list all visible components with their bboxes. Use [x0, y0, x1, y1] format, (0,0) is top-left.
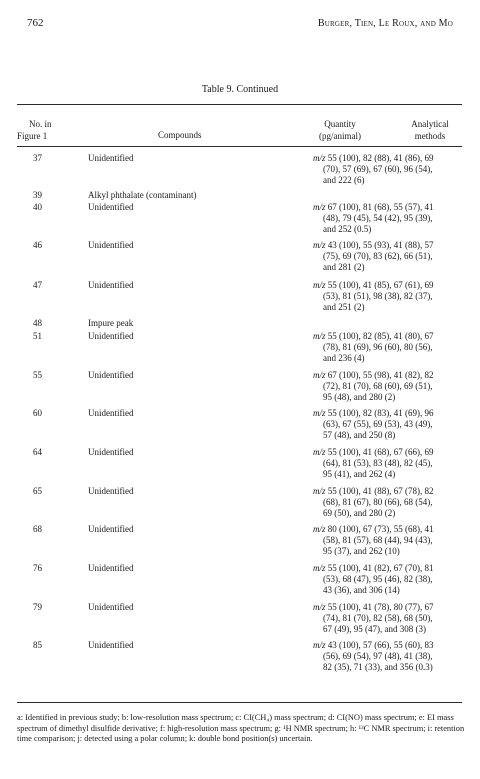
mass-spectrum-line: m/z 80 (100), 67 (73), 55 (68), 41	[313, 524, 434, 534]
mass-spectrum-line: (78), 81 (69), 96 (60), 80 (56),	[323, 342, 433, 352]
row-mass-spectrum	[313, 153, 473, 186]
row-number: 37	[33, 153, 42, 163]
mass-spectrum-line: 57 (48), and 250 (8)	[323, 430, 396, 440]
col-header-compounds: Compounds	[158, 130, 202, 140]
row-compound: Unidentified	[88, 153, 134, 163]
mass-spectrum-line: m/z 55 (100), 82 (83), 41 (69), 96	[313, 408, 434, 418]
row-number: 39	[33, 190, 42, 200]
mass-spectrum-line: (63), 67 (55), 69 (53), 43 (49),	[323, 419, 433, 429]
mass-spectrum-line: and 236 (4)	[323, 353, 365, 363]
row-compound: Unidentified	[88, 331, 134, 341]
row-number: 79	[33, 602, 42, 612]
row-number: 55	[33, 370, 42, 380]
col-header-quantity-line1: Quantity	[324, 119, 356, 129]
mass-spectrum-line: 95 (48), and 280 (2)	[323, 392, 396, 402]
row-number: 76	[33, 563, 42, 573]
mass-spectrum-line: m/z 67 (100), 81 (68), 55 (57), 41	[313, 202, 434, 212]
row-compound: Unidentified	[88, 486, 134, 496]
mass-spectrum-line: m/z 55 (100), 41 (85), 67 (61), 69	[313, 280, 434, 290]
mass-spectrum-line: 95 (37), and 262 (10)	[323, 546, 400, 556]
mass-spectrum-line: and 222 (6)	[323, 175, 365, 185]
row-mass-spectrum	[313, 408, 473, 441]
mass-spectrum-line: 43 (36), and 306 (14)	[323, 585, 400, 595]
row-compound: Unidentified	[88, 563, 134, 573]
running-head: Burger, Tien, Le Roux, and Mo	[317, 18, 453, 29]
mass-spectrum-line: m/z 67 (100), 55 (98), 41 (82), 82	[313, 370, 434, 380]
mass-spectrum-line: m/z 55 (100), 82 (85), 41 (80), 67	[313, 331, 434, 341]
mass-spectrum-line: 69 (50), and 280 (2)	[323, 508, 396, 518]
mass-spectrum-line: and 252 (0.5)	[323, 224, 372, 234]
mass-spectrum-line: (72), 81 (70), 68 (60), 69 (51),	[323, 381, 433, 391]
row-number: 85	[33, 640, 42, 650]
mass-spectrum-line: and 251 (2)	[323, 302, 365, 312]
row-mass-spectrum	[313, 240, 473, 273]
mass-spectrum-line: m/z 55 (100), 41 (82), 67 (70), 81	[313, 563, 434, 573]
footnote: a: Identified in previous study; b: low-resolution mass spectrum; c: CI(CH₄) mass spectrum; d: CI(NO) mass spectrum; e: EI mass spectrum of dimethyl disulfide derivative; f: high-resolution mass spectrum; g: ¹H NMR spectrum; h: ¹³C NMR spectrum; i: retention time comparison; j: detected using a polar column; k: double bond position(s) uncertain.	[17, 713, 465, 744]
mass-spectrum-line: m/z 43 (100), 57 (66), 55 (60), 83	[313, 640, 434, 650]
table-caption: Table 9. Continued	[201, 84, 279, 95]
row-number: 46	[33, 240, 42, 250]
col-header-quantity	[313, 118, 367, 142]
table-top-rule	[17, 104, 462, 105]
mass-spectrum-line: (64), 81 (53), 83 (48), 82 (45),	[323, 458, 433, 468]
row-number: 60	[33, 408, 42, 418]
row-compound: Impure peak	[88, 318, 134, 328]
row-mass-spectrum	[313, 563, 473, 596]
mass-spectrum-line: m/z 43 (100), 55 (93), 41 (88), 57	[313, 240, 434, 250]
row-compound: Unidentified	[88, 602, 134, 612]
col-header-methods-line1: Analytical	[411, 119, 449, 129]
col-header-no-line2: Figure 1	[17, 131, 48, 141]
row-compound: Unidentified	[88, 640, 134, 650]
row-compound: Unidentified	[88, 370, 134, 380]
mass-spectrum-line: m/z 55 (100), 82 (88), 41 (86), 69	[313, 153, 434, 163]
row-mass-spectrum	[313, 331, 473, 364]
mass-spectrum-line: (56), 69 (54), 97 (48), 41 (38),	[323, 651, 433, 661]
row-number: 64	[33, 447, 42, 457]
col-header-methods	[398, 118, 462, 142]
table-header-rule	[17, 146, 462, 147]
row-mass-spectrum	[313, 202, 473, 235]
row-compound: Unidentified	[88, 408, 134, 418]
col-header-no-line1: No. in	[29, 119, 52, 129]
row-number: 48	[33, 318, 42, 328]
mass-spectrum-line: (48), 79 (45), 54 (42), 95 (39),	[323, 213, 433, 223]
mass-spectrum-line: and 281 (2)	[323, 262, 365, 272]
row-mass-spectrum	[313, 486, 473, 519]
row-compound: Unidentified	[88, 447, 134, 457]
mass-spectrum-line: (70), 57 (69), 67 (60), 96 (54),	[323, 164, 433, 174]
col-header-quantity-line2: (pg/animal)	[319, 131, 361, 141]
mass-spectrum-line: (53), 81 (51), 98 (38), 82 (37),	[323, 291, 433, 301]
table-bottom-rule	[17, 702, 462, 703]
mass-spectrum-line: (53), 68 (47), 95 (46), 82 (38),	[323, 574, 433, 584]
row-mass-spectrum	[313, 280, 473, 313]
col-header-methods-line2: methods	[414, 131, 446, 141]
row-mass-spectrum	[313, 640, 473, 673]
mass-spectrum-line: m/z 55 (100), 41 (88), 67 (78), 82	[313, 486, 434, 496]
row-compound: Unidentified	[88, 202, 134, 212]
row-compound: Alkyl phthalate (contaminant)	[88, 190, 197, 200]
mass-spectrum-line: m/z 55 (100), 41 (68), 67 (66), 69	[313, 447, 434, 457]
col-header-no	[17, 118, 52, 142]
row-number: 68	[33, 524, 42, 534]
page-number: 762	[27, 17, 44, 29]
mass-spectrum-line: 95 (41), and 262 (4)	[323, 469, 396, 479]
row-number: 40	[33, 202, 42, 212]
mass-spectrum-line: 82 (35), 71 (33), and 356 (0.3)	[323, 662, 433, 672]
mass-spectrum-line: (68), 81 (67), 80 (66), 68 (54),	[323, 497, 433, 507]
row-mass-spectrum	[313, 370, 473, 403]
row-number: 51	[33, 331, 42, 341]
mass-spectrum-line: m/z 55 (100), 41 (78), 80 (77), 67	[313, 602, 434, 612]
mass-spectrum-line: (75), 69 (70), 83 (62), 66 (51),	[323, 251, 433, 261]
row-mass-spectrum	[313, 602, 473, 635]
row-compound: Unidentified	[88, 524, 134, 534]
mass-spectrum-line: (58), 81 (57), 68 (44), 94 (43),	[323, 535, 433, 545]
row-mass-spectrum	[313, 447, 473, 480]
row-mass-spectrum	[313, 524, 473, 557]
row-compound: Unidentified	[88, 280, 134, 290]
row-compound: Unidentified	[88, 240, 134, 250]
row-number: 65	[33, 486, 42, 496]
row-number: 47	[33, 280, 42, 290]
mass-spectrum-line: (74), 81 (70), 82 (58), 68 (50),	[323, 613, 433, 623]
mass-spectrum-line: 67 (49), 95 (47), and 308 (3)	[323, 624, 426, 634]
